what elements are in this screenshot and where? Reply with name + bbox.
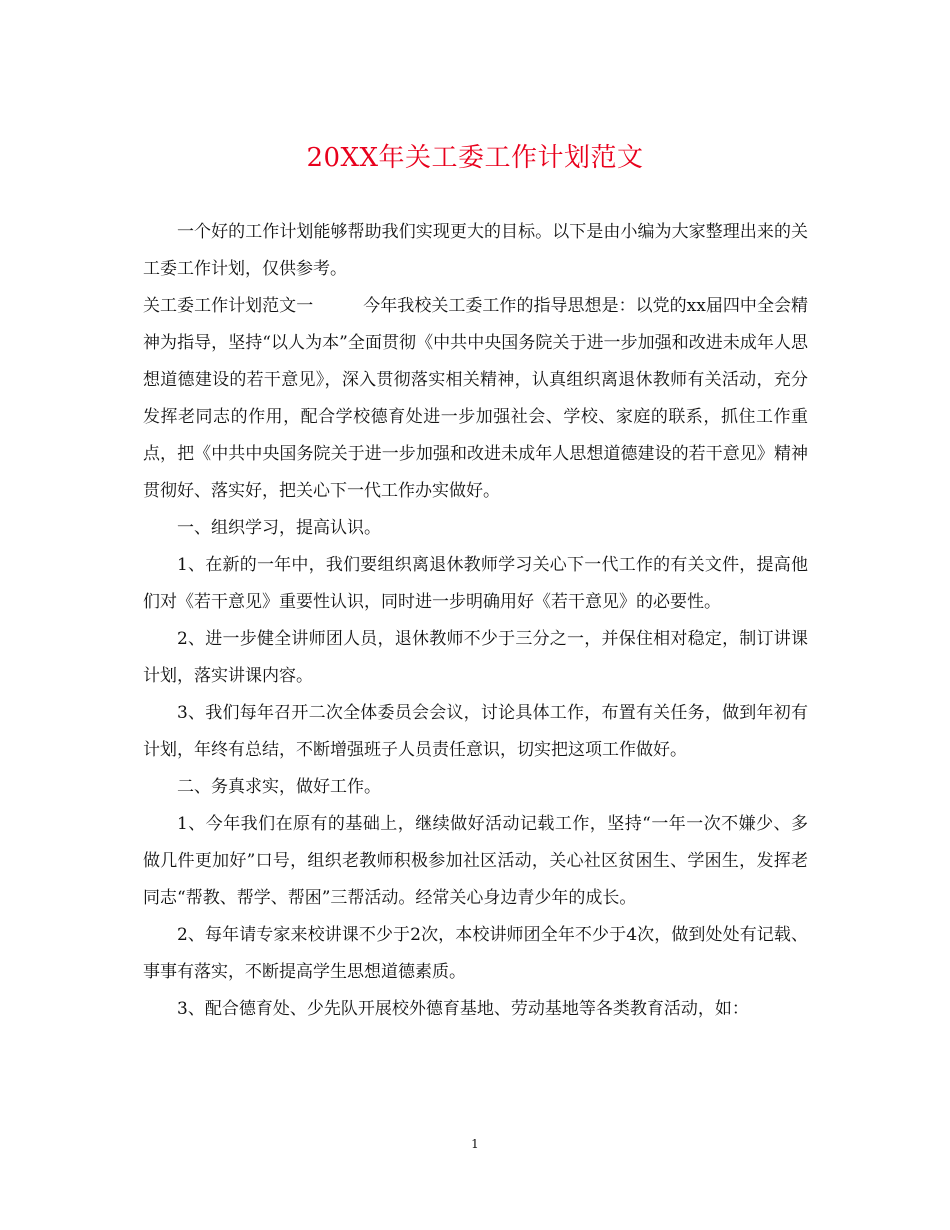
list-item: 2、进一步健全讲师团人员，退休教师不少于三分之一，并保住相对稳定，制订讲课计划，落实讲课内容。 xyxy=(143,629,808,686)
list-item: 1、在新的一年中，我们要组织离退休教师学习关心下一代工作的有关文件，提高他们对《若干意见》重要性认识，同时进一步明确用好《若干意见》的必要性。 xyxy=(143,555,808,612)
list-item: 2、每年请专家来校讲课不少于2次，本校讲师团全年不少于4次，做到处处有记载、事事有落实，不断提高学生思想道德素质。 xyxy=(143,925,808,982)
section-paragraph xyxy=(143,288,808,510)
document-body xyxy=(143,214,808,1028)
heading-one: 一、组织学习，提高认识。 xyxy=(177,518,381,538)
list-item: 3、我们每年召开二次全体委员会会议，讨论具体工作，布置有关任务，做到年初有计划，年终有总结，不断增强班子人员责任意识，切实把这项工作做好。 xyxy=(143,703,808,760)
list-item: 1、今年我们在原有的基础上，继续做好活动记载工作，坚持“一年一次不嫌少、多做几件更加好”口号，组织老教师积极参加社区活动，关心社区贫困生、学困生，发挥老同志“帮教、帮学、帮困”三帮活动。经常关心身边青少年的成长。 xyxy=(143,814,808,908)
heading-two: 二、务真求实，做好工作。 xyxy=(177,777,381,797)
list-item: 3、配合德育处、少先队开展校外德育基地、劳动基地等各类教育活动，如： xyxy=(177,999,749,1019)
page-number: 1 xyxy=(471,1137,479,1151)
intro-paragraph: 一个好的工作计划能够帮助我们实现更大的目标。以下是由小编为大家整理出来的关工委工作计划，仅供参考。 xyxy=(143,222,808,279)
document-title: 20XX年关工委工作计划范文 xyxy=(306,143,644,173)
section-intro: 今年我校关工委工作的指导思想是：以党的xx届四中全会精神为指导，坚持“以人为本”全面贯彻《中共中央国务院关于进一步加强和改进未成年人思想道德建设的若干意见》，深入贯彻落实相关精神，认真组织离退休教师有关活动，充分发挥老同志的作用，配合学校德育处进一步加强社会、学校、家庭的联系，抓住工作重点，把《中共中央国务院关于进一步加强和改进未成年人思想道德建设的若干意见》精神贯彻好、落实好，把关心下一代工作办实做好。 xyxy=(143,296,808,501)
section-label: 关工委工作计划范文一 xyxy=(143,296,314,316)
